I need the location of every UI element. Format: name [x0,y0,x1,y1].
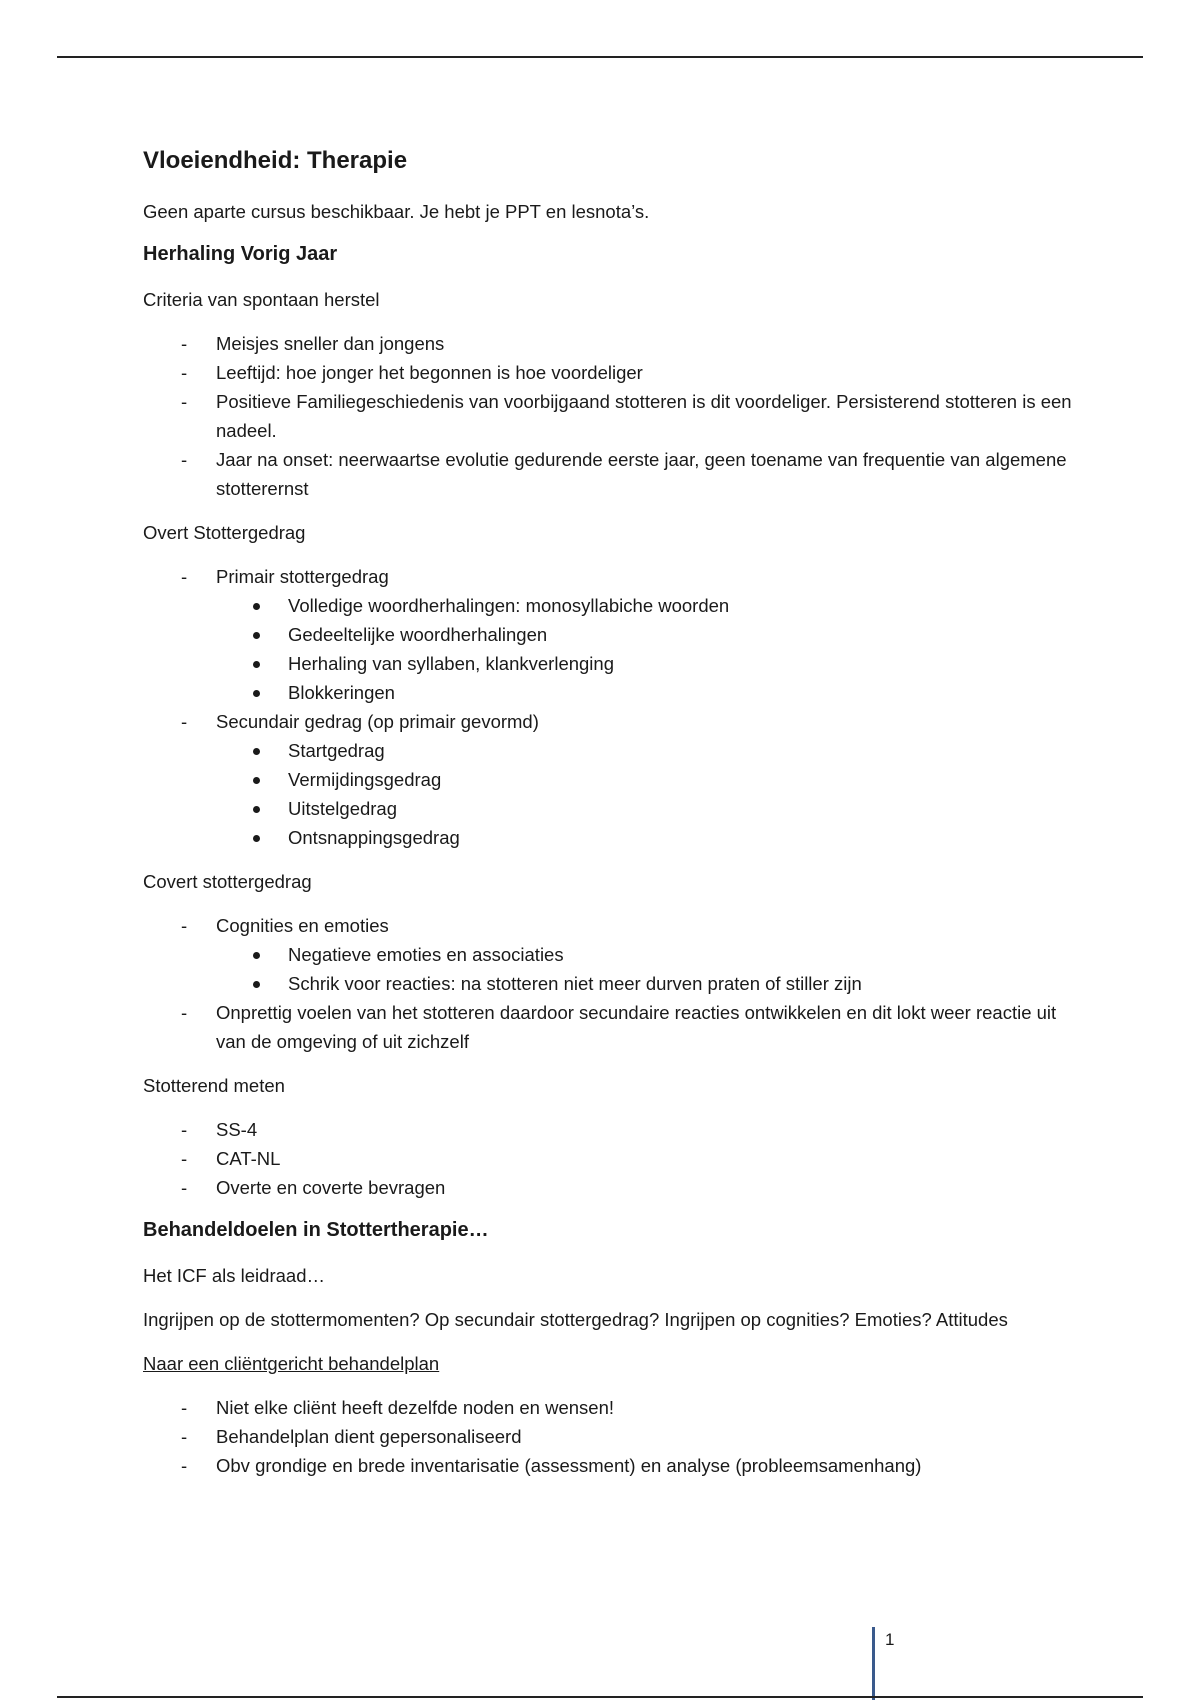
dash-marker: - [181,1455,188,1476]
sublist-item-text: Negatieve emoties en associaties [288,944,564,965]
sublist-item [143,940,1073,969]
list-item-text: Cognities en emoties [216,915,389,936]
sublist-item-text: Gedeeltelijke woordherhalingen [288,624,548,645]
criteria-label: Criteria van spontaan herstel [143,289,380,310]
dash-marker: - [181,1148,188,1169]
list-item-text: Primair stottergedrag [216,566,389,587]
sublist-item [143,969,1073,998]
footer-rule [57,1696,1143,1698]
overt-list [143,562,1073,852]
bullet-icon [253,981,260,988]
list-item-text: Onprettig voelen van het stotteren daardoor secundaire reacties ontwikkelen en dit lokt weer reactie uit van de omgeving of uit zichzelf [216,1002,1057,1052]
list-item-text: Positieve Familiegeschiedenis van voorbijgaand stotteren is dit voordeliger. Persisterend stotteren is een nadeel. [216,391,1072,441]
list-item [143,1451,1073,1480]
list-item-text: SS-4 [216,1119,258,1140]
covert-label: Covert stottergedrag [143,871,312,892]
covert-list [143,911,1073,1056]
sublist-item-text: Herhaling van syllaben, klankverlenging [288,653,614,674]
list-item-text: Behandelplan dient gepersonaliseerd [216,1426,522,1447]
dash-marker: - [181,449,188,470]
dash-marker: - [181,1426,188,1447]
dash-marker: - [181,333,188,354]
list-item-text: Secundair gedrag (op primair gevormd) [216,711,539,732]
page-number: 1 [885,1630,895,1649]
sublist-item-text: Vermijdingsgedrag [288,769,442,790]
sublist-item [143,591,1073,620]
bullet-icon [253,661,260,668]
sublist-item-text: Uitstelgedrag [288,798,398,819]
meten-list [143,1115,1073,1202]
plan-list [143,1393,1073,1480]
cognities-sublist [216,940,1073,998]
sublist-item [143,620,1073,649]
intro-paragraph: Geen aparte cursus beschikbaar. Je hebt je PPT en lesnota’s. [143,201,650,222]
sublist-item [143,649,1073,678]
icf-paragraph: Het ICF als leidraad… [143,1265,325,1286]
bullet-icon [253,632,260,639]
list-item-text: Niet elke cliënt heeft dezelfde noden en wensen! [216,1397,615,1418]
list-item-text: Jaar na onset: neerwaartse evolutie gedurende eerste jaar, geen toename van frequentie van algemene stotterernst [216,449,1067,499]
ingrijpen-paragraph: Ingrijpen op de stottermomenten? Op secundair stottergedrag? Ingrijpen op cognities? Emoties? Attitudes [143,1309,1008,1330]
list-item-text: Leeftijd: hoe jonger het begonnen is hoe voordeliger [216,362,643,383]
bullet-icon [253,952,260,959]
dash-marker: - [181,1002,188,1023]
criteria-list [143,329,1073,503]
sublist-item [143,736,1073,765]
header-rule [57,56,1143,58]
list-item-text: Obv grondige en brede inventarisatie (assessment) en analyse (probleemsamenhang) [216,1455,922,1476]
dash-marker: - [181,1119,188,1140]
list-item [143,1173,1073,1202]
list-item [143,911,1073,998]
list-item [143,1422,1073,1451]
plan-label: Naar een cliëntgericht behandelplan [143,1353,440,1374]
document-title: Vloeiendheid: Therapie [143,147,408,174]
dash-marker: - [181,391,188,412]
bullet-icon [253,603,260,610]
list-item [143,329,1073,358]
bullet-icon [253,835,260,842]
sublist-item-text: Blokkeringen [288,682,395,703]
bullet-icon [253,690,260,697]
heading-herhaling: Herhaling Vorig Jaar [143,243,338,265]
overt-label: Overt Stottergedrag [143,522,306,543]
heading-behandeldoelen: Behandeldoelen in Stottertherapie… [143,1219,489,1241]
sublist-item [143,823,1073,852]
sublist-item [143,765,1073,794]
dash-marker: - [181,1177,188,1198]
list-item [143,562,1073,707]
secundair-sublist [216,736,1073,852]
dash-marker: - [181,915,188,936]
primair-sublist [216,591,1073,707]
list-item [143,707,1073,852]
list-item-text: Overte en coverte bevragen [216,1177,446,1198]
list-item [143,1393,1073,1422]
list-item [143,358,1073,387]
list-item [143,998,1073,1056]
document-body [143,146,1073,1495]
sublist-item-text: Volledige woordherhalingen: monosyllabiche woorden [288,595,730,616]
sublist-item [143,678,1073,707]
dash-marker: - [181,1397,188,1418]
sublist-item [143,794,1073,823]
dash-marker: - [181,362,188,383]
bullet-icon [253,777,260,784]
page-number-bar [872,1627,875,1700]
list-item [143,445,1073,503]
sublist-item-text: Ontsnappingsgedrag [288,827,460,848]
bullet-icon [253,748,260,755]
list-item-text: Meisjes sneller dan jongens [216,333,445,354]
list-item [143,1115,1073,1144]
list-item-text: CAT-NL [216,1148,281,1169]
list-item [143,387,1073,445]
dash-marker: - [181,566,188,587]
sublist-item-text: Startgedrag [288,740,385,761]
meten-label: Stotterend meten [143,1075,285,1096]
bullet-icon [253,806,260,813]
list-item [143,1144,1073,1173]
sublist-item-text: Schrik voor reacties: na stotteren niet meer durven praten of stiller zijn [288,973,862,994]
dash-marker: - [181,711,188,732]
